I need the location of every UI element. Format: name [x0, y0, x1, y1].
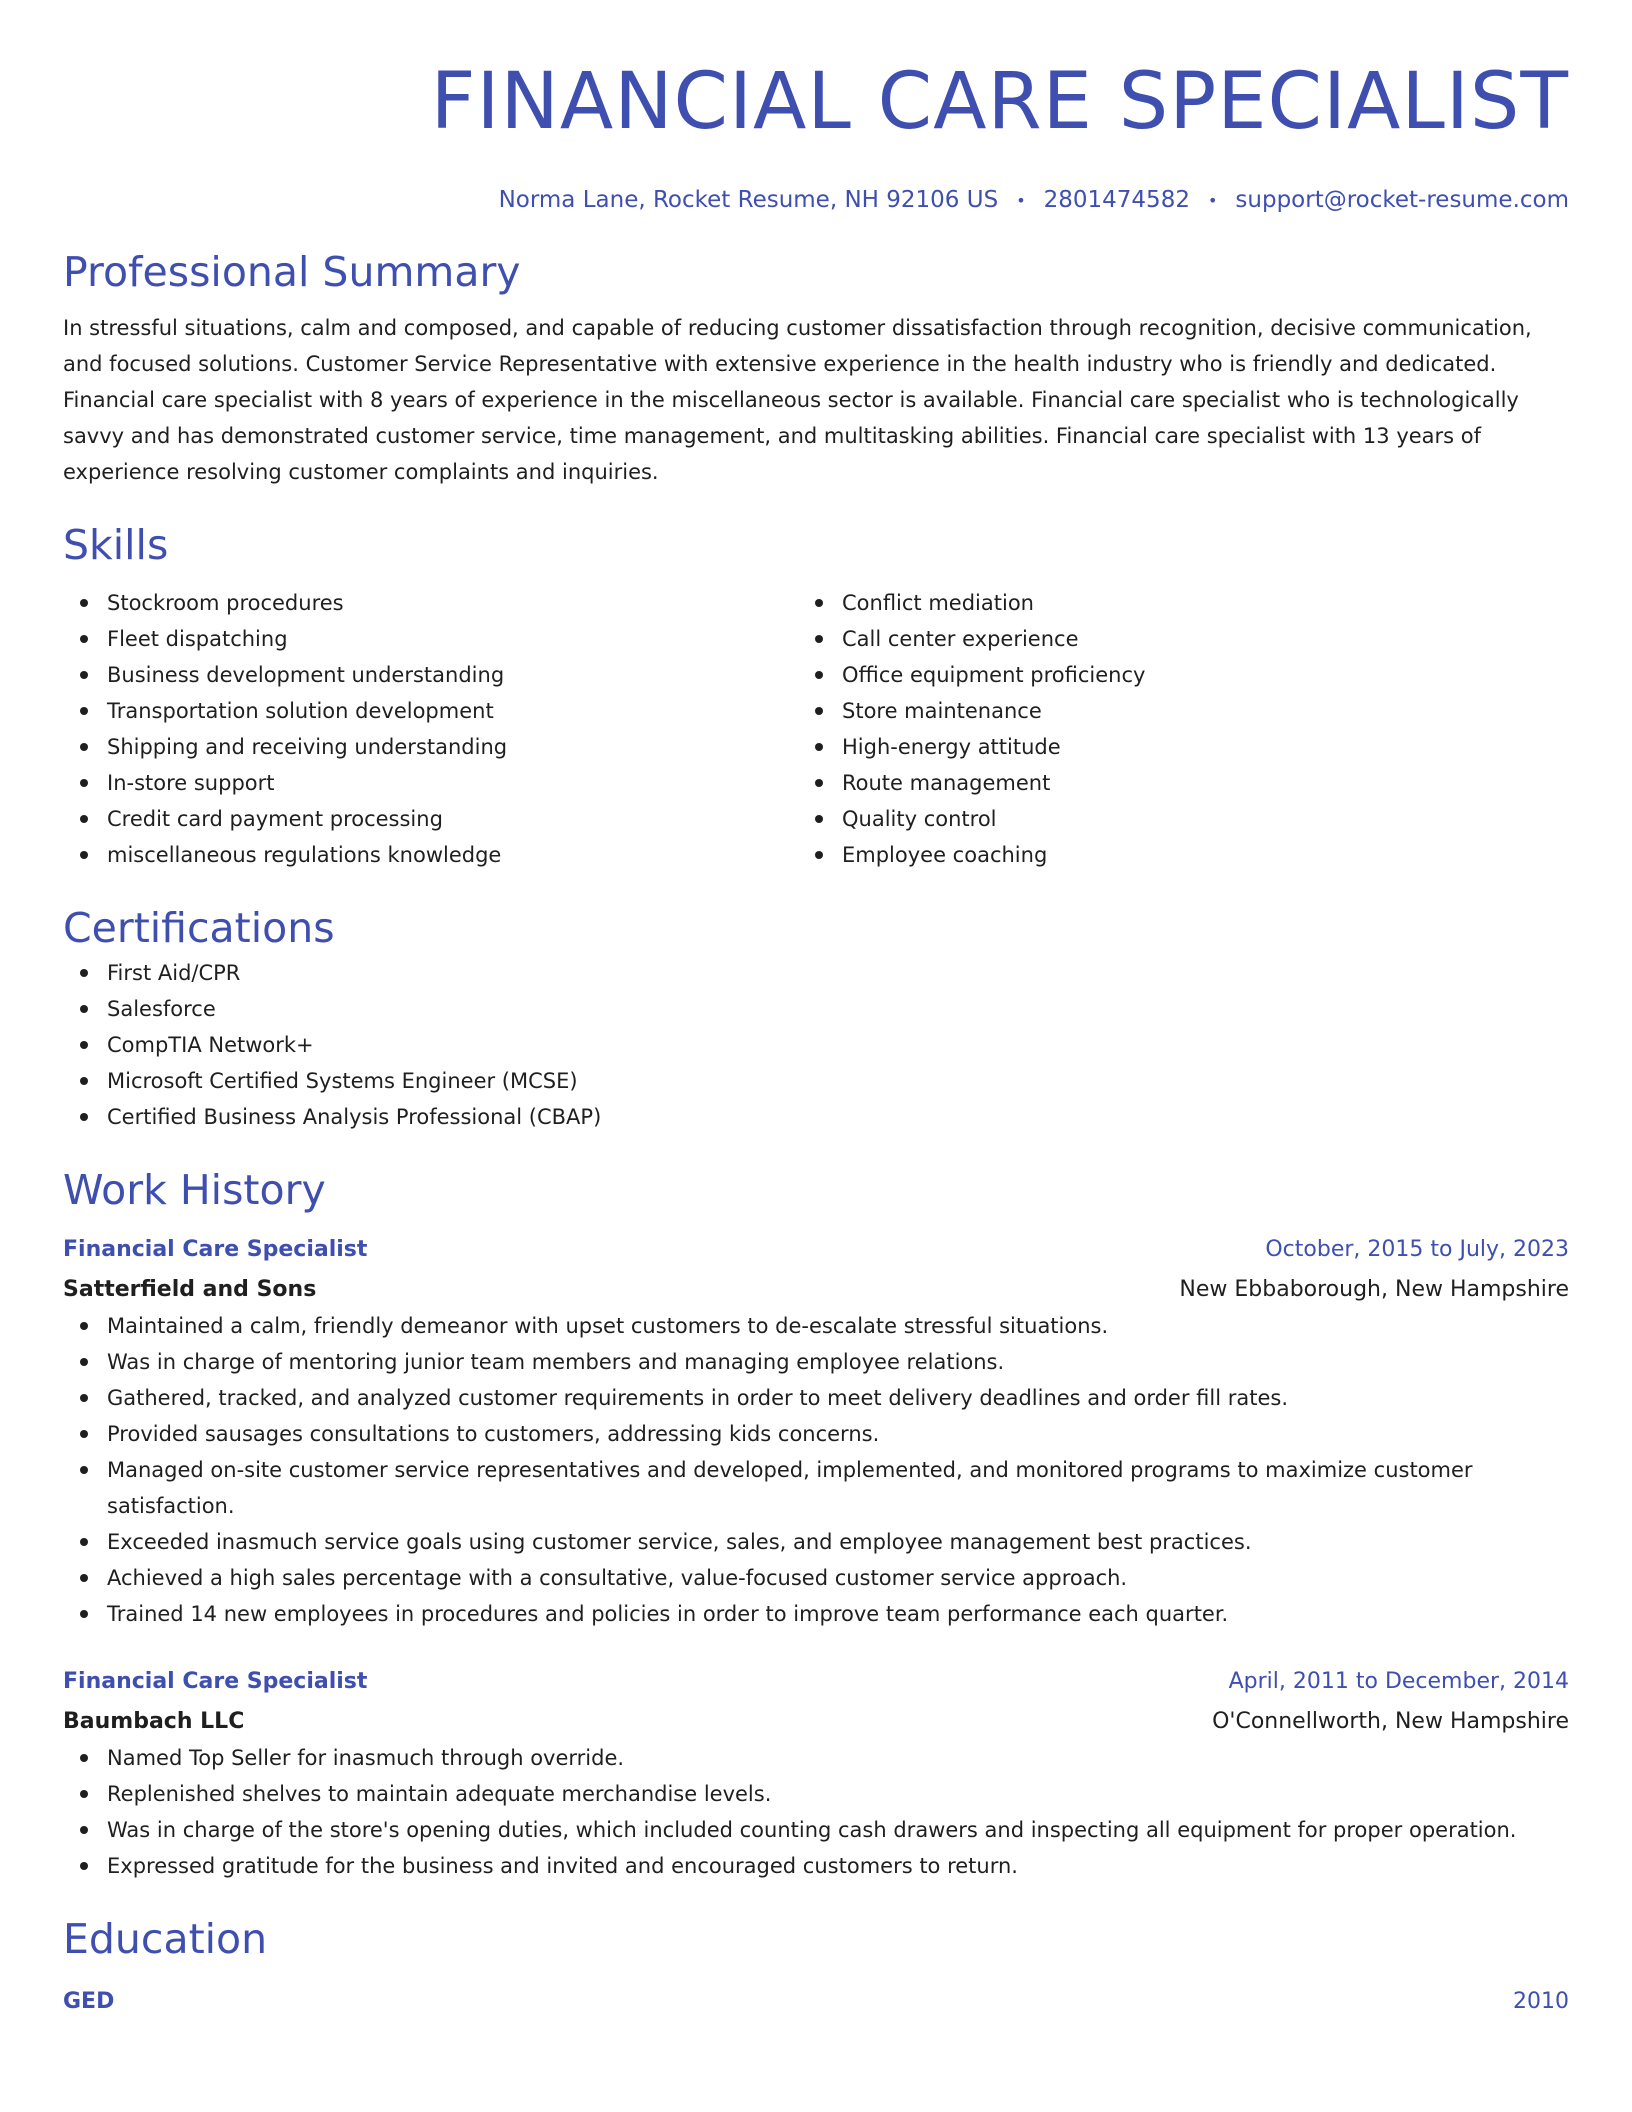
job-title: Financial Care Specialist	[63, 1236, 368, 1262]
job-bullets	[63, 1740, 1569, 1884]
skills-heading: Skills	[63, 520, 169, 569]
skill-item: Stockroom procedures	[63, 585, 798, 621]
job-bullet: Named Top Seller for inasmuch through override.	[63, 1740, 1569, 1776]
skills-column-left	[63, 585, 798, 873]
skills-section	[63, 518, 1569, 873]
contact-email: support@rocket-resume.com	[1235, 187, 1569, 213]
job-company-row	[63, 1700, 1569, 1740]
education-section	[63, 1912, 1569, 2020]
job-company-row	[63, 1268, 1569, 1308]
job-title: Financial Care Specialist	[63, 1668, 368, 1694]
summary-heading: Professional Summary	[63, 247, 521, 296]
education-row	[63, 1984, 1569, 2020]
certification-item: Microsoft Certified Systems Engineer (MCSE)	[63, 1063, 1569, 1099]
skill-item: Business development understanding	[63, 657, 798, 693]
skill-item: Transportation solution development	[63, 693, 798, 729]
skills-list-left	[63, 585, 798, 873]
job-bullet: Achieved a high sales percentage with a consultative, value-focused customer service approach.	[63, 1560, 1569, 1596]
job-dates: October, 2015 to July, 2023	[1265, 1236, 1569, 1262]
job-bullet: Provided sausages consultations to customers, addressing kids concerns.	[63, 1416, 1569, 1452]
job-bullet: Was in charge of the store's opening duties, which included counting cash drawers and inspecting all equipment for proper operation.	[63, 1812, 1569, 1848]
contact-phone: 2801474582	[1043, 187, 1190, 213]
skill-item: Shipping and receiving understanding	[63, 729, 798, 765]
job-bullet: Was in charge of mentoring junior team members and managing employee relations.	[63, 1344, 1569, 1380]
job-title-row	[63, 1664, 1569, 1700]
skill-item: Store maintenance	[798, 693, 1533, 729]
job-dates: April, 2011 to December, 2014	[1228, 1668, 1569, 1694]
certification-item: Certified Business Analysis Professional (CBAP)	[63, 1099, 1569, 1135]
job-bullet: Managed on-site customer service representatives and developed, implemented, and monitored programs to maximize customer satisfaction.	[63, 1452, 1569, 1524]
contact-address: Norma Lane, Rocket Resume, NH 92106 US	[498, 187, 999, 213]
skill-item: Quality control	[798, 801, 1533, 837]
summary-section	[63, 245, 1569, 490]
skills-grid	[63, 585, 1569, 873]
job-bullet: Exceeded inasmuch service goals using customer service, sales, and employee management best practices.	[63, 1524, 1569, 1560]
certification-item: Salesforce	[63, 991, 1569, 1027]
job-location: O'Connellworth, New Hampshire	[1212, 1708, 1569, 1734]
job-entry	[63, 1664, 1569, 1884]
skill-item: Employee coaching	[798, 837, 1533, 873]
certifications-list	[63, 955, 1569, 1135]
skill-item: Office equipment proficiency	[798, 657, 1533, 693]
job-location: New Ebbaborough, New Hampshire	[1179, 1276, 1569, 1302]
certifications-section	[63, 901, 1569, 1135]
job-bullet: Replenished shelves to maintain adequate merchandise levels.	[63, 1776, 1569, 1812]
skill-item: Call center experience	[798, 621, 1533, 657]
skill-item: Conflict mediation	[798, 585, 1533, 621]
job-bullet: Expressed gratitude for the business and invited and encouraged customers to return.	[63, 1848, 1569, 1884]
skill-item: miscellaneous regulations knowledge	[63, 837, 798, 873]
contact-line	[63, 180, 1569, 221]
job-company: Baumbach LLC	[63, 1708, 245, 1734]
contact-separator: •	[1016, 190, 1026, 210]
education-year: 2010	[1513, 1988, 1569, 2014]
job-bullet: Gathered, tracked, and analyzed customer requirements in order to meet delivery deadlines and order fill rates.	[63, 1380, 1569, 1416]
summary-text: In stressful situations, calm and composed, and capable of reducing customer dissatisfaction through recognition, decisive communication, and focused solutions. Customer Service Representative with extensive experience in the health industry who is friendly and dedicated. Financial care specialist with 8 years of experience in the miscellaneous sector is available. Financial care specialist who is technologically savvy and has demonstrated customer service, time management, and multitasking abilities. Financial care specialist with 13 years of experience resolving customer complaints and inquiries.	[63, 315, 1532, 484]
skills-column-right	[798, 585, 1533, 873]
work-history-heading: Work History	[63, 1165, 326, 1214]
job-company: Satterfield and Sons	[63, 1276, 317, 1302]
job-entry	[63, 1232, 1569, 1632]
certification-item: CompTIA Network+	[63, 1027, 1569, 1063]
work-history-section	[63, 1163, 1569, 1884]
job-title-row	[63, 1232, 1569, 1268]
job-bullet: Trained 14 new employees in procedures and policies in order to improve team performance each quarter.	[63, 1596, 1569, 1632]
skills-list-right	[798, 585, 1533, 873]
education-heading: Education	[63, 1914, 268, 1963]
job-bullet: Maintained a calm, friendly demeanor with upset customers to de-escalate stressful situations.	[63, 1308, 1569, 1344]
skill-item: Route management	[798, 765, 1533, 801]
skill-item: Fleet dispatching	[63, 621, 798, 657]
skill-item: In-store support	[63, 765, 798, 801]
contact-separator: •	[1207, 190, 1218, 210]
certification-item: First Aid/CPR	[63, 955, 1569, 991]
certifications-heading: Certifications	[63, 903, 335, 952]
skill-item: Credit card payment processing	[63, 801, 798, 837]
job-bullets	[63, 1308, 1569, 1632]
resume-title: FINANCIAL CARE SPECIALIST	[430, 57, 1569, 147]
education-degree: GED	[63, 1988, 115, 2014]
skill-item: High-energy attitude	[798, 729, 1533, 765]
